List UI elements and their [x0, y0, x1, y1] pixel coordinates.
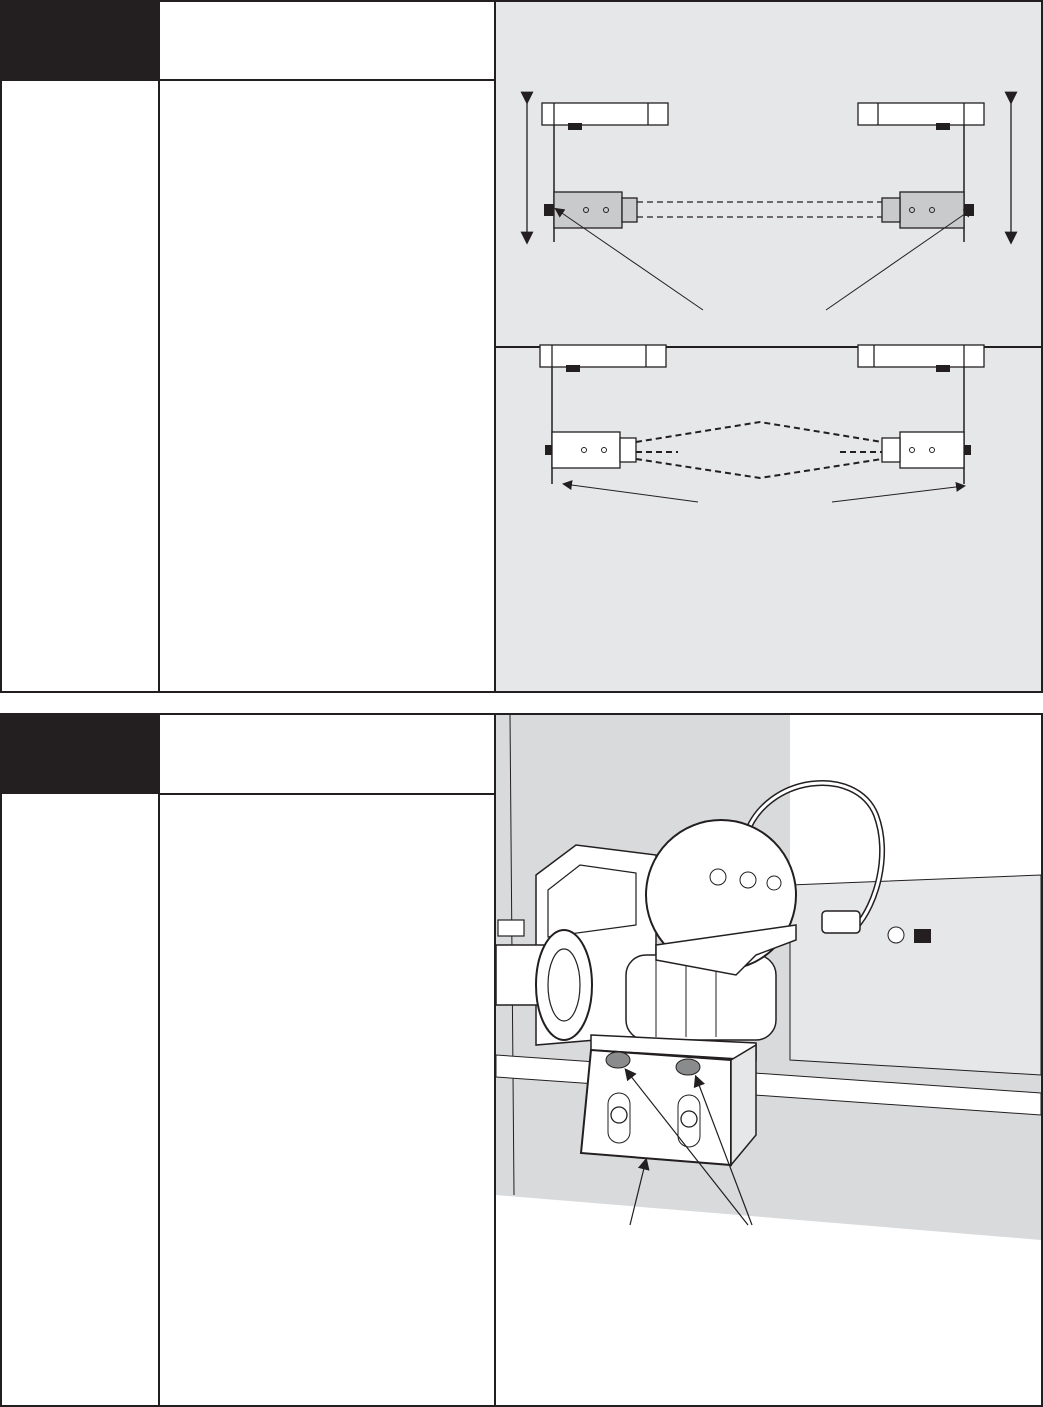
step-1-number-tab — [2, 2, 159, 81]
sensor-bracket-illustration — [496, 715, 1041, 1405]
step-1-diagram-panel — [496, 2, 1041, 691]
bottom-diagram — [540, 345, 984, 502]
step-2-instructions — [160, 795, 494, 1405]
step-1-title — [160, 2, 494, 79]
step-2-title — [160, 715, 494, 792]
step-2-illustration-panel — [496, 715, 1041, 1405]
bracket-alignment-diagram — [496, 2, 1041, 691]
step-1-instructions — [160, 81, 494, 691]
step-2-number-tab — [2, 715, 159, 794]
top-diagram — [527, 102, 1011, 310]
